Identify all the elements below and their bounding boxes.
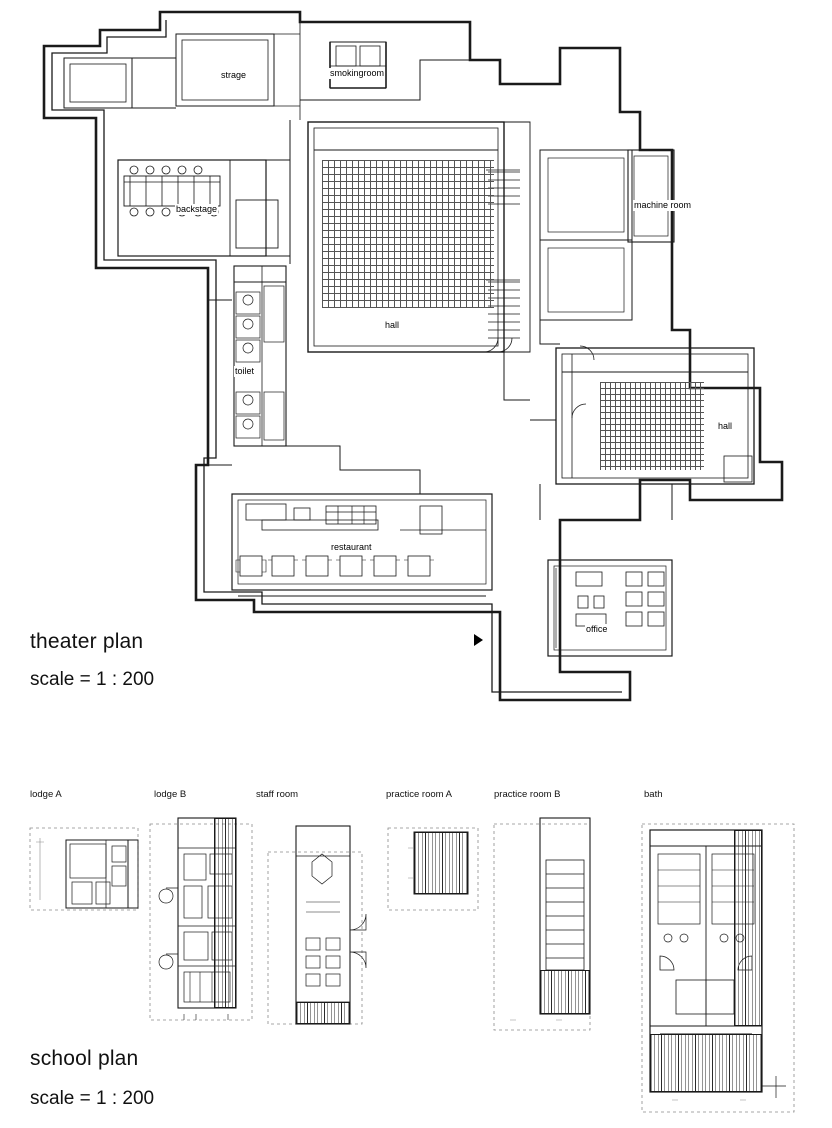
room-label-backstage: backstage bbox=[176, 204, 218, 214]
room-label-toilet: toilet bbox=[235, 366, 255, 376]
unit-label-practice-room-b: practice room B bbox=[494, 789, 561, 800]
room-label-office: office bbox=[586, 624, 608, 634]
room-label-hall-second: hall bbox=[718, 421, 733, 431]
school-plan-scale: scale = 1 : 200 bbox=[30, 1088, 155, 1109]
school-plan-title: school plan bbox=[30, 1047, 139, 1070]
unit-label-lodge-b: lodge B bbox=[154, 789, 187, 800]
unit-label-practice-room-a: practice room A bbox=[386, 789, 452, 800]
room-label-machine-room: machine room bbox=[634, 200, 692, 210]
practice-room-b-deck bbox=[540, 970, 590, 1014]
unit-label-staff-room: staff room bbox=[256, 789, 299, 800]
lodge-b-deck bbox=[214, 818, 236, 1008]
bath-deck-right bbox=[734, 830, 762, 1026]
room-label-hall-main: hall bbox=[385, 320, 400, 330]
room-label-restaurant: restaurant bbox=[331, 542, 372, 552]
unit-label-bath: bath bbox=[644, 789, 663, 800]
theater-plan-title: theater plan bbox=[30, 630, 144, 653]
room-label-strage: strage bbox=[221, 70, 247, 80]
unit-label-lodge-a: lodge A bbox=[30, 789, 62, 800]
room-label-smokingroom: smokingroom bbox=[330, 68, 385, 78]
practice-room-a-floor bbox=[414, 832, 468, 894]
theater-plan-scale: scale = 1 : 200 bbox=[30, 669, 155, 690]
bath-deck-bottom bbox=[650, 1034, 762, 1092]
staff-room-deck bbox=[296, 1002, 350, 1024]
